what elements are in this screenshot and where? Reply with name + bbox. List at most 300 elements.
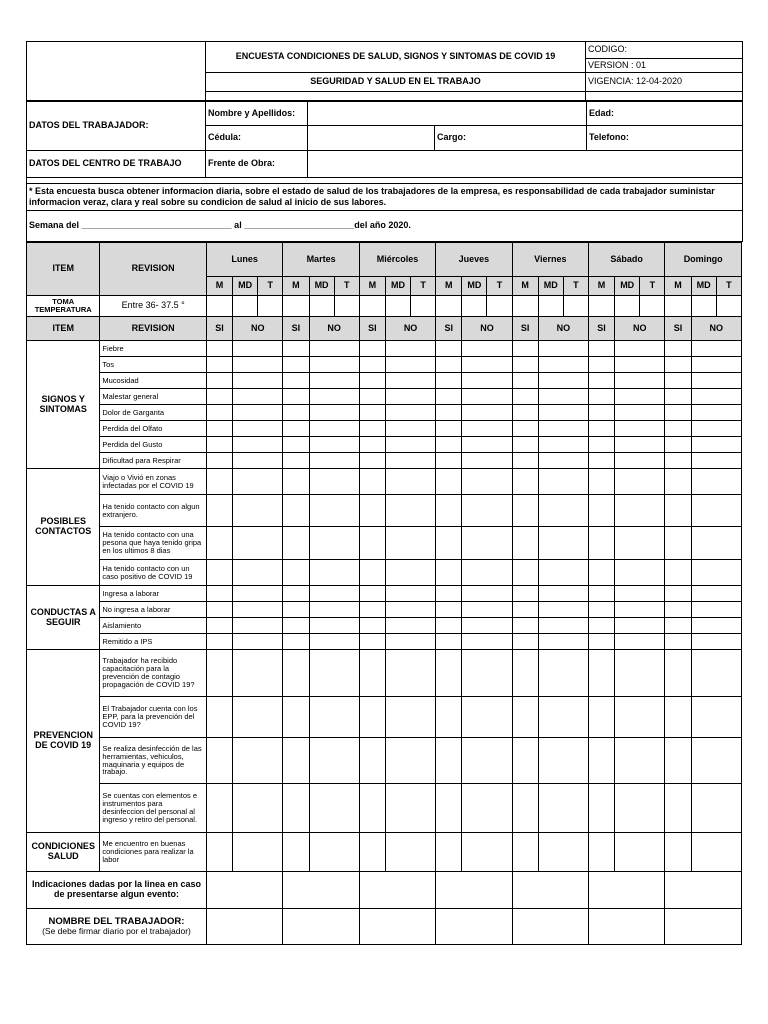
answer-yes-cell[interactable] <box>206 634 232 650</box>
answer-yes-cell[interactable] <box>512 650 538 697</box>
temperature-cell[interactable] <box>716 296 741 317</box>
answer-yes-cell[interactable] <box>588 357 614 373</box>
answer-yes-cell[interactable] <box>359 833 385 872</box>
answer-yes-cell[interactable] <box>436 618 462 634</box>
answer-no-cell[interactable] <box>385 437 435 453</box>
answer-yes-cell[interactable] <box>359 421 385 437</box>
signature-cell[interactable] <box>512 909 588 945</box>
answer-no-cell[interactable] <box>615 437 665 453</box>
answer-yes-cell[interactable] <box>588 784 614 833</box>
answer-yes-cell[interactable] <box>283 697 309 738</box>
answer-no-cell[interactable] <box>615 697 665 738</box>
answer-no-cell[interactable] <box>538 495 588 527</box>
id-field[interactable] <box>308 126 435 151</box>
temperature-cell[interactable] <box>258 296 283 317</box>
answer-no-cell[interactable] <box>615 650 665 697</box>
answer-yes-cell[interactable] <box>588 495 614 527</box>
answer-yes-cell[interactable] <box>436 602 462 618</box>
answer-yes-cell[interactable] <box>512 586 538 602</box>
answer-no-cell[interactable] <box>538 833 588 872</box>
answer-yes-cell[interactable] <box>206 833 232 872</box>
answer-no-cell[interactable] <box>233 560 283 586</box>
answer-no-cell[interactable] <box>385 833 435 872</box>
signature-cell[interactable] <box>665 909 742 945</box>
answer-no-cell[interactable] <box>691 373 741 389</box>
answer-yes-cell[interactable] <box>665 405 691 421</box>
answer-no-cell[interactable] <box>538 602 588 618</box>
answer-yes-cell[interactable] <box>283 341 309 357</box>
answer-no-cell[interactable] <box>691 405 741 421</box>
answer-no-cell[interactable] <box>309 618 359 634</box>
answer-no-cell[interactable] <box>691 618 741 634</box>
answer-yes-cell[interactable] <box>283 389 309 405</box>
answer-no-cell[interactable] <box>691 437 741 453</box>
answer-no-cell[interactable] <box>462 373 512 389</box>
answer-yes-cell[interactable] <box>206 697 232 738</box>
temperature-cell[interactable] <box>359 296 385 317</box>
temperature-cell[interactable] <box>640 296 665 317</box>
answer-no-cell[interactable] <box>462 784 512 833</box>
answer-yes-cell[interactable] <box>512 453 538 469</box>
answer-no-cell[interactable] <box>309 495 359 527</box>
answer-no-cell[interactable] <box>385 618 435 634</box>
answer-yes-cell[interactable] <box>436 560 462 586</box>
answer-yes-cell[interactable] <box>665 602 691 618</box>
answer-no-cell[interactable] <box>385 469 435 495</box>
answer-no-cell[interactable] <box>309 634 359 650</box>
answer-no-cell[interactable] <box>233 405 283 421</box>
answer-no-cell[interactable] <box>615 833 665 872</box>
answer-yes-cell[interactable] <box>359 405 385 421</box>
answer-yes-cell[interactable] <box>359 469 385 495</box>
answer-no-cell[interactable] <box>462 405 512 421</box>
answer-no-cell[interactable] <box>615 618 665 634</box>
answer-no-cell[interactable] <box>233 373 283 389</box>
answer-no-cell[interactable] <box>615 586 665 602</box>
answer-yes-cell[interactable] <box>665 618 691 634</box>
answer-no-cell[interactable] <box>615 357 665 373</box>
temperature-cell[interactable] <box>462 296 487 317</box>
answer-no-cell[interactable] <box>309 650 359 697</box>
answer-no-cell[interactable] <box>615 602 665 618</box>
answer-yes-cell[interactable] <box>283 495 309 527</box>
answer-no-cell[interactable] <box>233 833 283 872</box>
answer-yes-cell[interactable] <box>436 469 462 495</box>
answer-no-cell[interactable] <box>538 357 588 373</box>
answer-yes-cell[interactable] <box>359 697 385 738</box>
answer-no-cell[interactable] <box>233 602 283 618</box>
answer-yes-cell[interactable] <box>665 784 691 833</box>
answer-no-cell[interactable] <box>538 373 588 389</box>
answer-no-cell[interactable] <box>233 634 283 650</box>
answer-yes-cell[interactable] <box>359 560 385 586</box>
answer-yes-cell[interactable] <box>359 586 385 602</box>
answer-yes-cell[interactable] <box>588 405 614 421</box>
answer-yes-cell[interactable] <box>436 341 462 357</box>
temperature-cell[interactable] <box>538 296 563 317</box>
answer-no-cell[interactable] <box>615 341 665 357</box>
answer-yes-cell[interactable] <box>359 373 385 389</box>
answer-yes-cell[interactable] <box>283 405 309 421</box>
answer-no-cell[interactable] <box>462 697 512 738</box>
answer-no-cell[interactable] <box>615 527 665 560</box>
answer-yes-cell[interactable] <box>359 650 385 697</box>
answer-no-cell[interactable] <box>233 784 283 833</box>
answer-yes-cell[interactable] <box>588 586 614 602</box>
answer-no-cell[interactable] <box>385 405 435 421</box>
answer-yes-cell[interactable] <box>283 421 309 437</box>
answer-no-cell[interactable] <box>462 437 512 453</box>
answer-yes-cell[interactable] <box>206 650 232 697</box>
answer-no-cell[interactable] <box>615 421 665 437</box>
answer-no-cell[interactable] <box>615 469 665 495</box>
answer-no-cell[interactable] <box>309 421 359 437</box>
answer-yes-cell[interactable] <box>283 586 309 602</box>
answer-no-cell[interactable] <box>233 586 283 602</box>
answer-no-cell[interactable] <box>691 784 741 833</box>
indications-cell[interactable] <box>512 872 588 909</box>
answer-yes-cell[interactable] <box>512 527 538 560</box>
temperature-cell[interactable] <box>691 296 716 317</box>
answer-yes-cell[interactable] <box>359 357 385 373</box>
answer-no-cell[interactable] <box>462 650 512 697</box>
temperature-cell[interactable] <box>206 296 232 317</box>
answer-yes-cell[interactable] <box>436 738 462 784</box>
answer-yes-cell[interactable] <box>512 437 538 453</box>
answer-yes-cell[interactable] <box>206 586 232 602</box>
answer-no-cell[interactable] <box>385 602 435 618</box>
answer-no-cell[interactable] <box>615 495 665 527</box>
answer-no-cell[interactable] <box>615 453 665 469</box>
answer-yes-cell[interactable] <box>665 560 691 586</box>
temperature-cell[interactable] <box>309 296 334 317</box>
answer-yes-cell[interactable] <box>436 650 462 697</box>
answer-no-cell[interactable] <box>385 634 435 650</box>
answer-no-cell[interactable] <box>538 697 588 738</box>
answer-yes-cell[interactable] <box>283 560 309 586</box>
answer-yes-cell[interactable] <box>283 357 309 373</box>
answer-no-cell[interactable] <box>538 341 588 357</box>
answer-no-cell[interactable] <box>309 437 359 453</box>
answer-yes-cell[interactable] <box>665 421 691 437</box>
answer-yes-cell[interactable] <box>512 560 538 586</box>
answer-yes-cell[interactable] <box>283 650 309 697</box>
answer-yes-cell[interactable] <box>359 602 385 618</box>
answer-no-cell[interactable] <box>309 602 359 618</box>
answer-yes-cell[interactable] <box>512 405 538 421</box>
answer-yes-cell[interactable] <box>436 697 462 738</box>
answer-no-cell[interactable] <box>691 602 741 618</box>
answer-no-cell[interactable] <box>309 697 359 738</box>
answer-no-cell[interactable] <box>309 833 359 872</box>
answer-yes-cell[interactable] <box>206 389 232 405</box>
answer-yes-cell[interactable] <box>665 586 691 602</box>
answer-yes-cell[interactable] <box>588 618 614 634</box>
answer-yes-cell[interactable] <box>283 373 309 389</box>
answer-yes-cell[interactable] <box>283 527 309 560</box>
answer-no-cell[interactable] <box>462 618 512 634</box>
signature-cell[interactable] <box>359 909 435 945</box>
indications-cell[interactable] <box>359 872 435 909</box>
temperature-cell[interactable] <box>385 296 410 317</box>
answer-yes-cell[interactable] <box>283 437 309 453</box>
answer-yes-cell[interactable] <box>436 634 462 650</box>
answer-no-cell[interactable] <box>538 405 588 421</box>
answer-no-cell[interactable] <box>309 560 359 586</box>
answer-no-cell[interactable] <box>309 341 359 357</box>
answer-yes-cell[interactable] <box>359 341 385 357</box>
answer-yes-cell[interactable] <box>436 453 462 469</box>
answer-yes-cell[interactable] <box>359 527 385 560</box>
answer-no-cell[interactable] <box>538 618 588 634</box>
answer-yes-cell[interactable] <box>359 495 385 527</box>
answer-no-cell[interactable] <box>462 634 512 650</box>
answer-yes-cell[interactable] <box>665 469 691 495</box>
answer-no-cell[interactable] <box>538 437 588 453</box>
answer-no-cell[interactable] <box>691 421 741 437</box>
answer-no-cell[interactable] <box>462 357 512 373</box>
signature-cell[interactable] <box>588 909 664 945</box>
answer-yes-cell[interactable] <box>206 784 232 833</box>
answer-no-cell[interactable] <box>385 389 435 405</box>
signature-cell[interactable] <box>436 909 512 945</box>
answer-no-cell[interactable] <box>462 495 512 527</box>
answer-yes-cell[interactable] <box>512 634 538 650</box>
answer-yes-cell[interactable] <box>283 453 309 469</box>
answer-no-cell[interactable] <box>309 357 359 373</box>
answer-yes-cell[interactable] <box>206 437 232 453</box>
answer-yes-cell[interactable] <box>436 389 462 405</box>
answer-yes-cell[interactable] <box>359 389 385 405</box>
answer-no-cell[interactable] <box>385 453 435 469</box>
answer-yes-cell[interactable] <box>206 618 232 634</box>
signature-cell[interactable] <box>206 909 282 945</box>
temperature-cell[interactable] <box>512 296 538 317</box>
answer-no-cell[interactable] <box>615 373 665 389</box>
answer-no-cell[interactable] <box>462 586 512 602</box>
answer-no-cell[interactable] <box>538 560 588 586</box>
answer-yes-cell[interactable] <box>512 833 538 872</box>
answer-no-cell[interactable] <box>691 469 741 495</box>
indications-cell[interactable] <box>588 872 664 909</box>
answer-no-cell[interactable] <box>309 373 359 389</box>
answer-yes-cell[interactable] <box>665 697 691 738</box>
answer-yes-cell[interactable] <box>206 453 232 469</box>
answer-no-cell[interactable] <box>233 421 283 437</box>
indications-cell[interactable] <box>283 872 359 909</box>
answer-no-cell[interactable] <box>462 453 512 469</box>
answer-no-cell[interactable] <box>385 495 435 527</box>
answer-yes-cell[interactable] <box>665 373 691 389</box>
indications-cell[interactable] <box>665 872 742 909</box>
answer-yes-cell[interactable] <box>665 495 691 527</box>
answer-yes-cell[interactable] <box>206 495 232 527</box>
answer-no-cell[interactable] <box>691 586 741 602</box>
answer-no-cell[interactable] <box>462 469 512 495</box>
answer-yes-cell[interactable] <box>588 437 614 453</box>
answer-yes-cell[interactable] <box>283 602 309 618</box>
answer-yes-cell[interactable] <box>665 389 691 405</box>
answer-no-cell[interactable] <box>538 453 588 469</box>
answer-yes-cell[interactable] <box>206 373 232 389</box>
answer-no-cell[interactable] <box>233 389 283 405</box>
answer-yes-cell[interactable] <box>588 527 614 560</box>
answer-yes-cell[interactable] <box>359 634 385 650</box>
answer-yes-cell[interactable] <box>512 373 538 389</box>
answer-no-cell[interactable] <box>309 784 359 833</box>
indications-cell[interactable] <box>436 872 512 909</box>
answer-yes-cell[interactable] <box>588 602 614 618</box>
answer-no-cell[interactable] <box>385 527 435 560</box>
answer-no-cell[interactable] <box>233 495 283 527</box>
temperature-cell[interactable] <box>411 296 436 317</box>
answer-no-cell[interactable] <box>691 833 741 872</box>
answer-no-cell[interactable] <box>691 697 741 738</box>
answer-yes-cell[interactable] <box>206 341 232 357</box>
answer-no-cell[interactable] <box>615 784 665 833</box>
answer-yes-cell[interactable] <box>359 784 385 833</box>
temperature-cell[interactable] <box>487 296 512 317</box>
answer-no-cell[interactable] <box>462 341 512 357</box>
answer-yes-cell[interactable] <box>588 634 614 650</box>
answer-yes-cell[interactable] <box>665 437 691 453</box>
answer-no-cell[interactable] <box>691 341 741 357</box>
answer-no-cell[interactable] <box>309 527 359 560</box>
answer-yes-cell[interactable] <box>588 650 614 697</box>
answer-yes-cell[interactable] <box>512 618 538 634</box>
answer-yes-cell[interactable] <box>665 453 691 469</box>
answer-no-cell[interactable] <box>233 697 283 738</box>
answer-yes-cell[interactable] <box>206 421 232 437</box>
answer-no-cell[interactable] <box>309 405 359 421</box>
answer-yes-cell[interactable] <box>588 469 614 495</box>
answer-no-cell[interactable] <box>691 634 741 650</box>
answer-no-cell[interactable] <box>309 586 359 602</box>
answer-no-cell[interactable] <box>615 405 665 421</box>
answer-yes-cell[interactable] <box>665 738 691 784</box>
temperature-cell[interactable] <box>665 296 691 317</box>
answer-yes-cell[interactable] <box>436 586 462 602</box>
answer-no-cell[interactable] <box>538 634 588 650</box>
answer-no-cell[interactable] <box>691 650 741 697</box>
answer-no-cell[interactable] <box>462 389 512 405</box>
answer-no-cell[interactable] <box>538 586 588 602</box>
answer-no-cell[interactable] <box>462 527 512 560</box>
answer-no-cell[interactable] <box>309 453 359 469</box>
answer-no-cell[interactable] <box>538 389 588 405</box>
site-field[interactable] <box>308 151 743 178</box>
answer-yes-cell[interactable] <box>512 469 538 495</box>
answer-yes-cell[interactable] <box>359 437 385 453</box>
answer-no-cell[interactable] <box>233 357 283 373</box>
answer-yes-cell[interactable] <box>436 495 462 527</box>
answer-no-cell[interactable] <box>538 469 588 495</box>
answer-yes-cell[interactable] <box>206 602 232 618</box>
indications-cell[interactable] <box>206 872 282 909</box>
answer-yes-cell[interactable] <box>665 341 691 357</box>
answer-yes-cell[interactable] <box>665 650 691 697</box>
answer-no-cell[interactable] <box>385 373 435 389</box>
answer-yes-cell[interactable] <box>283 738 309 784</box>
answer-no-cell[interactable] <box>691 389 741 405</box>
answer-yes-cell[interactable] <box>588 833 614 872</box>
answer-no-cell[interactable] <box>233 618 283 634</box>
answer-no-cell[interactable] <box>385 560 435 586</box>
answer-yes-cell[interactable] <box>283 618 309 634</box>
name-field[interactable] <box>308 102 587 126</box>
answer-yes-cell[interactable] <box>512 784 538 833</box>
answer-no-cell[interactable] <box>309 469 359 495</box>
answer-yes-cell[interactable] <box>359 453 385 469</box>
answer-yes-cell[interactable] <box>512 421 538 437</box>
temperature-cell[interactable] <box>334 296 359 317</box>
answer-yes-cell[interactable] <box>512 602 538 618</box>
answer-yes-cell[interactable] <box>588 389 614 405</box>
answer-no-cell[interactable] <box>538 650 588 697</box>
answer-no-cell[interactable] <box>385 784 435 833</box>
answer-no-cell[interactable] <box>233 738 283 784</box>
answer-no-cell[interactable] <box>538 421 588 437</box>
answer-no-cell[interactable] <box>233 650 283 697</box>
answer-yes-cell[interactable] <box>283 469 309 495</box>
temperature-cell[interactable] <box>563 296 588 317</box>
answer-no-cell[interactable] <box>233 469 283 495</box>
answer-yes-cell[interactable] <box>588 373 614 389</box>
answer-no-cell[interactable] <box>385 421 435 437</box>
answer-no-cell[interactable] <box>691 357 741 373</box>
answer-yes-cell[interactable] <box>283 784 309 833</box>
answer-yes-cell[interactable] <box>206 560 232 586</box>
answer-no-cell[interactable] <box>385 341 435 357</box>
answer-no-cell[interactable] <box>462 833 512 872</box>
answer-no-cell[interactable] <box>233 437 283 453</box>
answer-no-cell[interactable] <box>691 560 741 586</box>
answer-no-cell[interactable] <box>309 389 359 405</box>
answer-no-cell[interactable] <box>691 738 741 784</box>
answer-yes-cell[interactable] <box>283 833 309 872</box>
answer-yes-cell[interactable] <box>206 738 232 784</box>
answer-yes-cell[interactable] <box>512 738 538 784</box>
answer-no-cell[interactable] <box>385 357 435 373</box>
answer-no-cell[interactable] <box>538 784 588 833</box>
answer-yes-cell[interactable] <box>588 453 614 469</box>
answer-yes-cell[interactable] <box>588 738 614 784</box>
answer-no-cell[interactable] <box>385 650 435 697</box>
answer-yes-cell[interactable] <box>665 527 691 560</box>
temperature-cell[interactable] <box>283 296 309 317</box>
answer-yes-cell[interactable] <box>436 784 462 833</box>
answer-no-cell[interactable] <box>233 527 283 560</box>
answer-no-cell[interactable] <box>309 738 359 784</box>
answer-yes-cell[interactable] <box>436 421 462 437</box>
answer-yes-cell[interactable] <box>283 634 309 650</box>
answer-no-cell[interactable] <box>233 453 283 469</box>
answer-yes-cell[interactable] <box>436 405 462 421</box>
signature-cell[interactable] <box>283 909 359 945</box>
answer-yes-cell[interactable] <box>588 421 614 437</box>
answer-yes-cell[interactable] <box>665 357 691 373</box>
answer-yes-cell[interactable] <box>436 437 462 453</box>
answer-yes-cell[interactable] <box>588 341 614 357</box>
answer-no-cell[interactable] <box>691 527 741 560</box>
answer-yes-cell[interactable] <box>588 697 614 738</box>
answer-no-cell[interactable] <box>385 738 435 784</box>
answer-yes-cell[interactable] <box>359 618 385 634</box>
answer-yes-cell[interactable] <box>359 738 385 784</box>
answer-yes-cell[interactable] <box>206 469 232 495</box>
answer-no-cell[interactable] <box>691 453 741 469</box>
answer-yes-cell[interactable] <box>512 341 538 357</box>
